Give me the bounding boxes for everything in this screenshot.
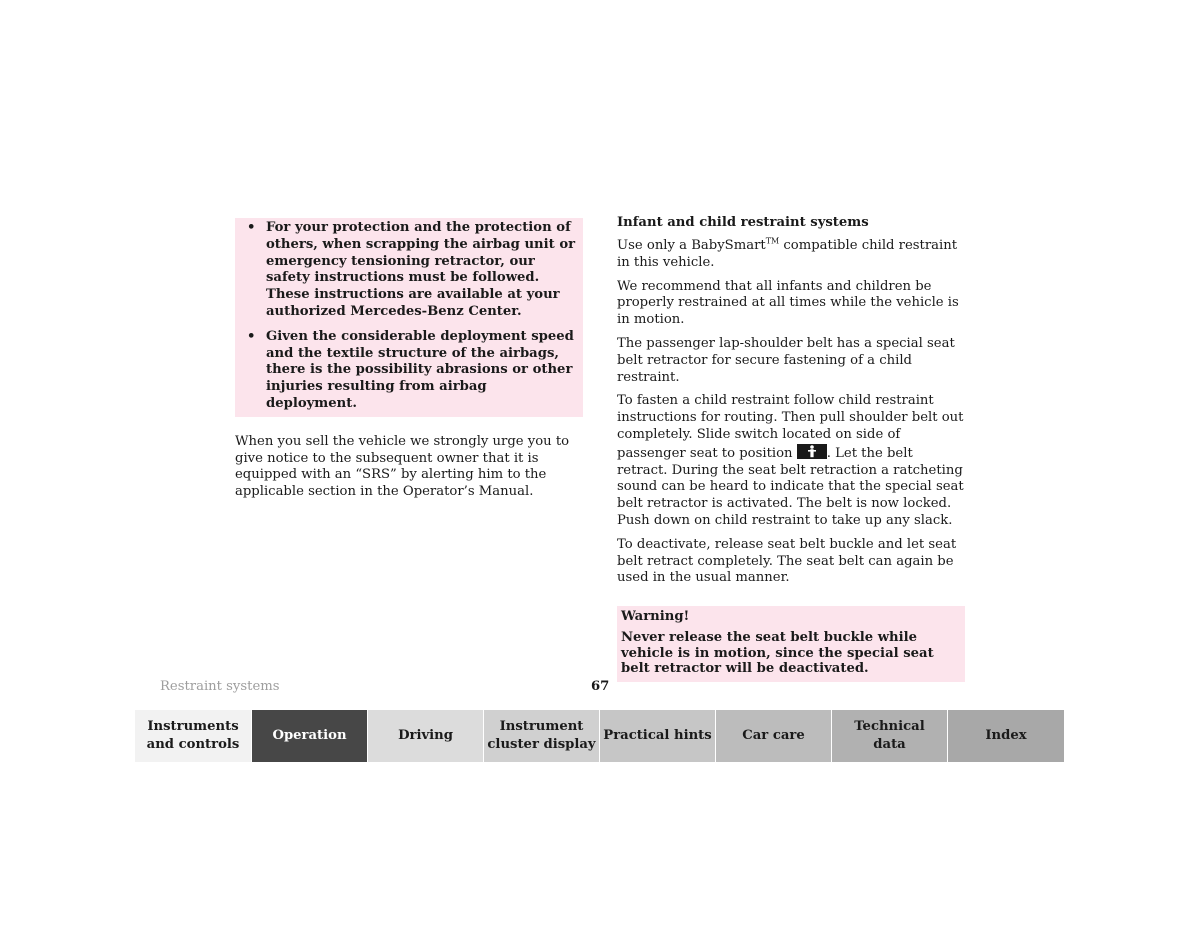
safety-notice-item: • Given the considerable deployment speed and the textile structure of the airbags, there is the possibility abrasions or other injuries resulting from airbag deployment. [247,328,574,411]
right-column [617,214,965,682]
tab-instruments-and-controls[interactable]: Instruments and controls [135,710,252,762]
child-seat-position-icon [797,444,827,459]
babysmart-paragraph: Use only a BabySmart™ compatible child restraint in this vehicle. [617,236,958,270]
safety-notice-list [247,220,577,413]
restrain-recommendation-paragraph: We recommend that all infants and children be properly restrained at all times while the vehicle is in motion. [617,278,959,328]
deactivate-paragraph: To deactivate, release seat belt buckle and let seat belt retract completely. The seat belt can again be used in the usual manner. [617,536,957,586]
chapter-tab-bar [135,710,1064,762]
tab-driving[interactable]: Driving [368,710,484,762]
retractor-paragraph: The passenger lap-shoulder belt has a special seat belt retractor for secure fastening of a child restraint. [617,335,955,385]
tab-car-care[interactable]: Car care [716,710,832,762]
tab-instrument-cluster-display[interactable]: Instrument cluster display [484,710,600,762]
warning-text: Never release the seat belt buckle while vehicle is in motion, since the special seat belt retractor will be deactivated. [621,630,934,677]
tab-operation[interactable]: Operation [252,710,368,762]
left-column [235,218,583,508]
warning-title: Warning! [621,609,690,625]
fasten-instructions-paragraph: To fasten a child restraint follow child restraint instructions for routing. Then pull shoulder belt out completely. Slide switch located on side of passenger seat to position . Let the belt retract. During the seat belt retraction a ratcheting sound can be heard to indicate that the special seat belt retractor is activated. The belt is now locked. Push down on child restraint to take up any slack. [617,393,964,528]
safety-notice-item: • For your protection and the protection of others, when scrapping the airbag unit or emergency tensioning retractor, our safety instructions must be followed. These instructions are available at your authorized Mercedes-Benz Center. [247,220,576,319]
tab-index[interactable]: Index [948,710,1064,762]
warning-box [617,606,965,682]
page-number: 67 [591,679,610,694]
safety-notice-box [235,218,583,417]
sell-vehicle-paragraph: When you sell the vehicle we strongly urge you to give notice to the subsequent owner that it is equipped with an “SRS” by alerting him to the applicable section in the Operator’s Manual. [235,433,570,500]
section-heading: Infant and child restraint systems [617,215,869,230]
footer-section-title: Restraint systems [160,679,280,694]
tab-technical-data[interactable]: Technical data [832,710,948,762]
bullet-icon: • [247,328,256,344]
tab-practical-hints[interactable]: Practical hints [600,710,716,762]
bullet-icon: • [247,220,256,235]
